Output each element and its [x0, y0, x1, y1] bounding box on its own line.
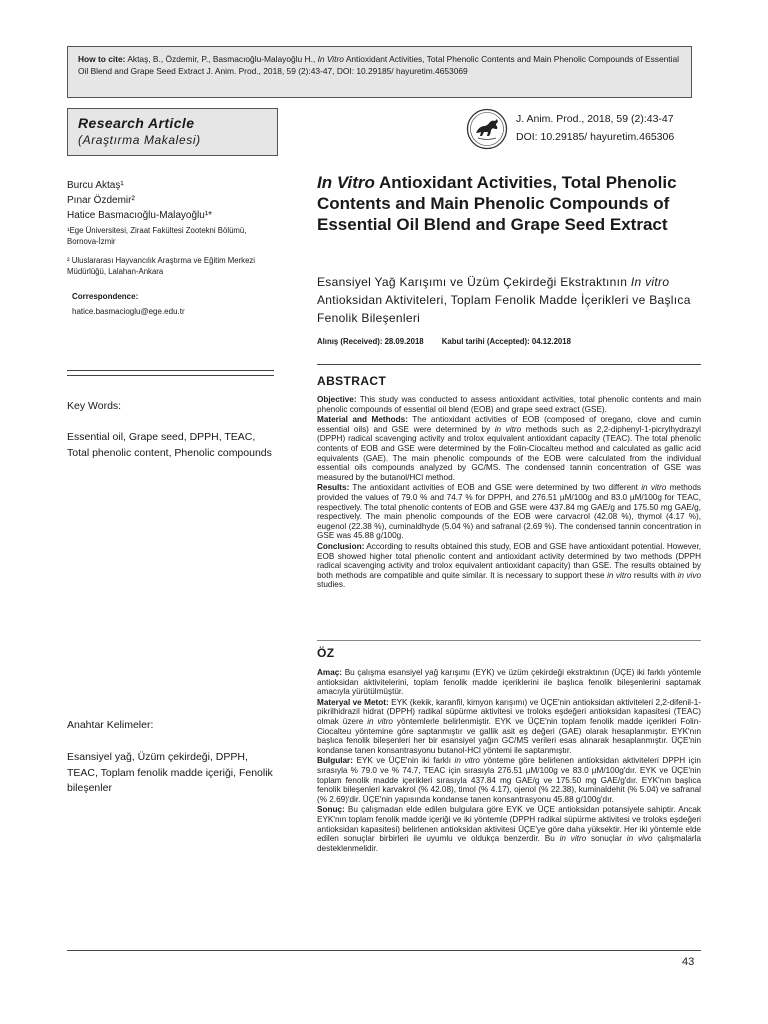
sonuc-text: sonuçlar [586, 834, 627, 844]
article-type-box [67, 108, 278, 156]
title-tr-2: Antioksidan Aktiviteleri, Toplam Fenolik Madde İçerikleri ve Başlıca Fenolik Bileşenleri [317, 293, 691, 325]
abstract-top-divider [317, 364, 701, 365]
journal-logo-icon [466, 108, 508, 150]
methods-label: Material and Methods: [317, 415, 408, 425]
conclusion-text: studies. [317, 580, 346, 590]
metot-text: yöntemlerle belirlenmiştir. EYK ve ÜÇE'nin toplam fenolik madde içerikleri Folin-Ciocalteu yöntemine göre saptanmıştır ve gallik asit eş değeri (GAE) olarak hesaplanmıştır. EYK'nın başlıca fenolik bileşenleri her bir esansiyel yağın GC/MS verileri esas alınarak hesaplanmıştır. ÜÇE'nin kondanse tanen konsantrasyonu butanol-HCl yöntemi ile saptanmıştır. [317, 716, 702, 755]
metot-label: Materyal ve Metot: [317, 697, 389, 707]
anahtar-label: Anahtar Kelimeler: [67, 719, 154, 731]
title-tr-1: Esansiyel Yağ Karışımı ve Üzüm Çekirdeği Ekstraktının [317, 275, 631, 289]
amac-label: Amaç: [317, 668, 343, 677]
keywords-text: Essential oil, Grape seed, DPPH, TEAC, Total phenolic content, Phenolic compounds [67, 431, 272, 459]
citation-label: How to cite: [78, 54, 126, 64]
oz-bulgular [317, 756, 701, 804]
sonuc-text: Bu çalışmadan elde edilen bulgulara göre EYK ve ÜÇE antioksidan potansiyele sahiptir. Ancak EYK'nın toplam fenolik madde içeriği ve iki yöntemle (DPPH radikal süpürme aktivitesi ve troloks eşdeğeri antioksidan kapasitesi) belirlenen antioksidan aktivitesi ÜÇE'ye göre daha yüksektir. Her iki yöntemle elde edilen sonuçlar birbirleri ile uyumlu ve oldukça benzerdir. Bu [317, 805, 701, 844]
results-text: methods provided the values of 79.0 % and 74.7 % for DPPH, and 276.51 µM/100g and 83.0 µM/100g for TEAC, respectively. The total phenolic contents of EOB and GSE were 437.84 mg GAE/g and 175.50 mg GAE/g, respectively. The main phenolic compounds of the EOB were carvacrol (42.08 %), thymol (4.17 %), eugenol (22.38 %), cuminaldhyde (5.04 %) and safranal (2.69 %). The condensed tannin concentration in GSE was 45.88 g/100g. [317, 483, 701, 541]
author-block [67, 178, 277, 277]
article-title-turkish [317, 273, 702, 327]
journal-doi[interactable]: DOI: 10.29185/ hayuretim.465306 [516, 131, 675, 143]
citation-text-2: Antioxidant Activities, Total Phenolic Contents and Main Phenolic Compounds of Essential Oil Blend and Grape Seed Extract J. Anim. Prod., 2018, 59 (2):43-47, DOI: 10.29185/ hayuretim.4653069 [78, 54, 679, 77]
abstract-body [317, 395, 701, 591]
anahtar-text: Esansiyel yağ, Üzüm çekirdeği, DPPH, TEAC, Toplam fenolik madde içeriği, Fenolik bileşenler [67, 751, 273, 794]
abstract-objective [317, 395, 701, 414]
correspondence-email[interactable]: hatice.basmacioglu@ege.edu.tr [72, 307, 185, 316]
methods-text: The antioxidant activities of EOB (composed of oregano, clove and cumin essential oils) and GSE were determined by [317, 415, 701, 434]
left-divider [67, 370, 274, 371]
bulgular-text: EYK ve ÜÇE'nin iki farklı [352, 756, 455, 766]
conclusion-text: According to results obtained this study, EOB and GSE have antioxidant potential. However, EOB showed higher total phenolic content and antioxidant activity determined by two methods (DPPH radical scavenging activity and trolox equivalent antioxidant capacity) than GSE. The results obtained by both methods are compatible and quite similar. It is necessary to support these [317, 541, 701, 580]
journal-info [516, 110, 674, 146]
author-name: Hatice Basmacıoğlu-Malayoğlu¹* [67, 210, 213, 221]
bulgular-label: Bulgular: [317, 756, 353, 766]
title-tr-italic: In vitro [630, 275, 670, 289]
bulgular-text: yönteme göre belirlenen antioksidan aktiviteleri DPPH için sırasıyla % 79.0 ve % 74.7, TEAC için sırasıyla 276.51 µM/100g ve 83.0 µM/100g'dır. EYK ve ÜÇE'nin toplam fenolik madde içerikleri sırasıyla 437.84 mg GAE/g ve 175.50 mg GAE/g'dır. EYK'nın başlıca fenolik bileşenleri karvakrol (% 42.08), timol (% 4.17), ojenol (% 22.38), kuminaldehit (% 5.04) ve safranal (% 2.69)'dir. ÜÇE'nin yapısında kondanse tanen konsantrasyonu 45.88 g/100g'dır. [317, 756, 701, 804]
abstract-conclusion [317, 542, 701, 590]
oz-heading: ÖZ [317, 646, 335, 660]
keywords-label: Key Words: [67, 400, 122, 412]
article-type-subtitle: (Araştırma Makalesi) [78, 133, 201, 147]
results-italic: in vitro [641, 483, 667, 493]
citation-box [67, 46, 692, 98]
conclusion-label: Conclusion: [317, 541, 365, 551]
oz-divider [317, 640, 701, 641]
title-rest: Antioxidant Activities, Total Phenolic Contents and Main Phenolic Compounds of Essential Oil Blend and Grape Seed Extract [317, 173, 677, 234]
received-date: Alınış (Received): 28.09.2018 [317, 337, 424, 346]
left-divider [67, 375, 274, 376]
article-type-title: Research Article [78, 115, 195, 131]
journal-reference: J. Anim. Prod., 2018, 59 (2):43-47 [516, 113, 674, 125]
oz-sonuc [317, 805, 701, 853]
results-label: Results: [317, 483, 350, 493]
author-affiliation: ² Uluslararası Hayvancılık Araştırma ve Eğitim Merkezi Müdürlüğü, Lalahan-Ankara [67, 256, 256, 276]
conclusion-text: results with [631, 570, 678, 580]
objective-label: Objective: [317, 395, 357, 404]
sonuc-italic: in vitro [559, 834, 587, 844]
author-affiliation: ¹Ege Üniversitesi, Ziraat Fakültesi Zootekni Bölümü, Bornova-İzmir [67, 226, 247, 246]
metot-text: EYK (kekik, karanfil, kimyon karışımı) ve ÜÇE'nin antioksidan aktiviteleri 2,2-difenil-1-pikrilhidrazil hidrat (DPPH) radikal süpürme aktivitesi ve troloks eşdeğeri antioksidan kapasitesi (TEAC) olmak üzere [317, 697, 701, 726]
sonuc-italic: in vivo [626, 834, 653, 844]
sonuc-text: çalışmalarla desteklenmelidir. [317, 834, 701, 853]
oz-amac [317, 668, 701, 697]
sonuc-label: Sonuç: [317, 805, 345, 815]
abstract-results [317, 483, 701, 541]
methods-text: methods such as 2,2-diphenyl-1-picrylhydrazyl (DPPH) radical scavenging activity and trolox equivalent antioxidant capacity (TEAC). The total phenolic contents of EOB and GSE were determined by the Folin-Ciocalteu method and calculated as gallic acid equivalents (GAE). The main phenolic compounds of the EOB were calculated from the individual essential oils compounds analyzed by GC/MS. The condensed tannin concentration of GSE was measured by the butanol/HCl method. [317, 424, 701, 482]
conclusion-italic: in vivo [677, 570, 702, 580]
metot-italic: in vitro [367, 716, 393, 726]
bulgular-italic: in vitro [454, 756, 480, 766]
title-italic: In Vitro [317, 173, 375, 192]
methods-italic: in vitro [494, 424, 522, 434]
accepted-date: Kabul tarihi (Accepted): 04.12.2018 [441, 337, 571, 346]
author-name: Burcu Aktaş¹ [67, 180, 124, 191]
amac-text: Bu çalışma esansiyel yağ karışımı (EYK) ve üzüm çekirdeği ekstraktının (ÜÇE) iki farklı yöntemle antioksidan aktivitelerini, toplam fenolik madde içeriklerini ile başlıca fenolik bileşenlerini saptamak amacıyla yürütülmüştür. [317, 668, 701, 697]
results-text: The antioxidant activities of EOB and GSE were determined by two different [349, 483, 642, 493]
abstract-methods [317, 415, 701, 482]
oz-metot [317, 698, 701, 756]
author-name: Pınar Özdemir² [67, 195, 135, 206]
abstract-heading: ABSTRACT [317, 374, 387, 388]
conclusion-italic: in vitro [607, 570, 632, 580]
article-dates [317, 337, 587, 346]
citation-text-1: Aktaş, B., Özdemir, P., Basmacıoğlu-Malayoğlu H., [125, 54, 318, 64]
citation-italic: In Vitro [317, 54, 344, 64]
correspondence-label: Correspondence: [72, 292, 139, 301]
article-title [317, 172, 697, 235]
oz-body [317, 668, 701, 854]
page-number: 43 [682, 956, 695, 968]
footer-divider [67, 950, 701, 951]
objective-text: This study was conducted to assess antioxidant activities, total phenolic contents and main phenolic compounds of essential oil blend (EOB) and grape seed extract (GSE). [317, 395, 701, 414]
